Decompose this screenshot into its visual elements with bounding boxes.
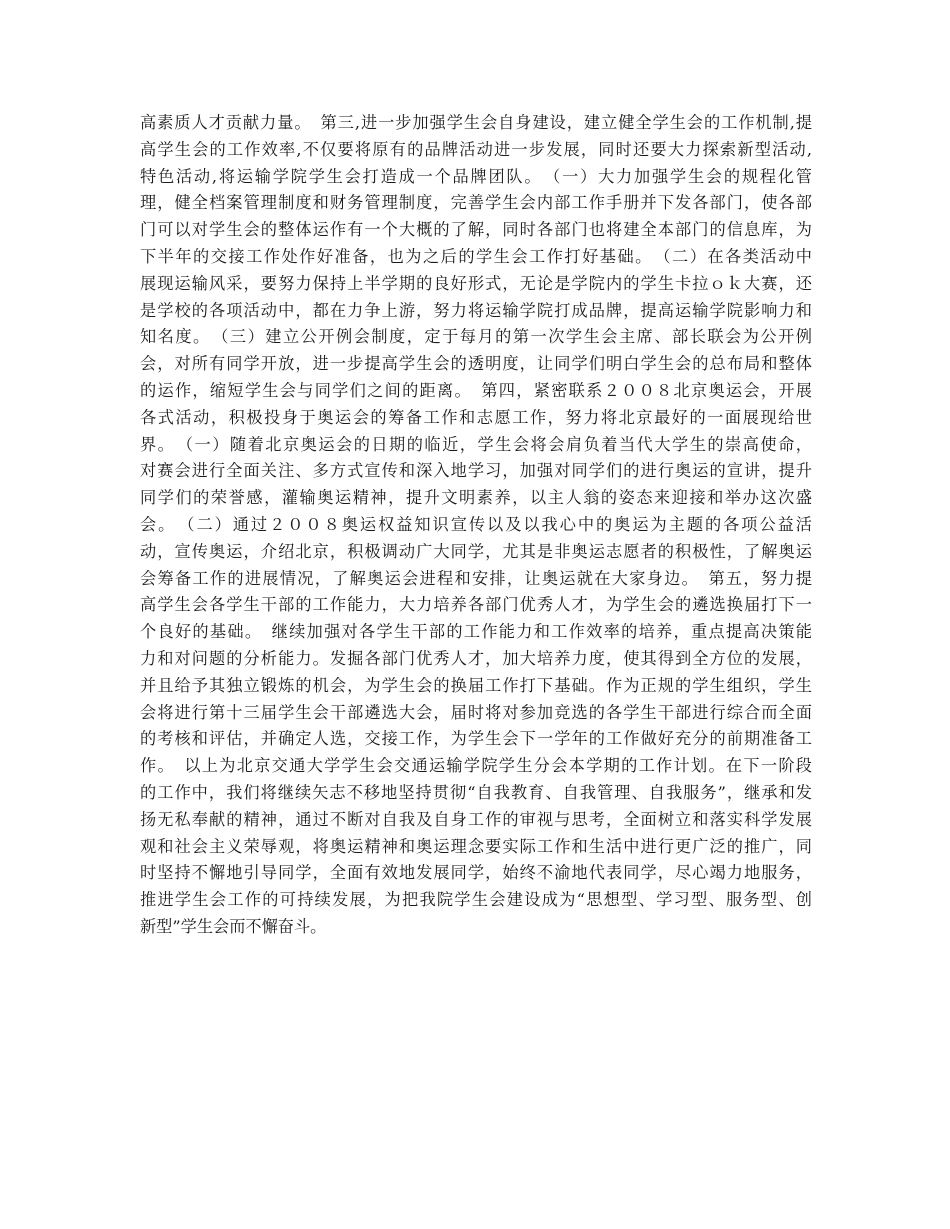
text-line: 会将进行第十三届学生会干部遴选大会，届时将对参加竞选的各学生干部进行综合而全面 bbox=[140, 702, 812, 722]
text-line: 扬无私奉献的精神，通过不断对自我及自身工作的审视与思考，全面树立和落实科学发展 bbox=[140, 809, 812, 829]
text-line: 并且给予其独立锻炼的机会，为学生会的换届工作打下基础。作为正规的学生组织，学生 bbox=[140, 675, 812, 695]
text-line: 高素质人才贡献力量。 第三,进一步加强学生会自身建设，建立健全学生会的工作机制,提 bbox=[140, 113, 812, 132]
text-line: 各式活动，积极投身于奥运会的筹备工作和志愿工作，努力将北京最好的一面展现给世 bbox=[140, 407, 812, 427]
text-line: 门可以对学生会的整体运作有一个大概的了解，同时各部门也将建全本部门的信息库，为 bbox=[140, 220, 812, 240]
text-line: 高学生会各学生干部的工作能力，大力培养各部门优秀人才，为学生会的遴选换届打下一 bbox=[140, 595, 812, 615]
text-line: 新型”学生会而不懈奋斗。 bbox=[140, 916, 327, 936]
text-line: 会筹备工作的进展情况，了解奥运会进程和安排，让奥运就在大家身边。 第五，努力提 bbox=[140, 568, 812, 588]
text-line: 的运作，缩短学生会与同学们之间的距离。 第四，紧密联系２００８北京奥运会，开展 bbox=[140, 380, 812, 400]
text-line: 个良好的基础。 继续加强对各学生干部的工作能力和工作效率的培养，重点提高决策能 bbox=[140, 622, 812, 642]
text-line: 动，宣传奥运，介绍北京，积极调动广大同学，尤其是非奥运志愿者的积极性，了解奥运 bbox=[140, 541, 812, 561]
text-line: 展现运输风采，要努力保持上半学期的良好形式，无论是学院内的学生卡拉ｏｋ大赛，还 bbox=[140, 273, 812, 293]
text-line: 下半年的交接工作处作好准备，也为之后的学生会工作打好基础。 （二）在各类活动中 bbox=[140, 246, 812, 266]
text-line: 知名度。 （三）建立公开例会制度，定于每月的第一次学生会主席、部长联会为公开例 bbox=[140, 327, 812, 347]
text-line: 会。 （二）通过２００８奥运权益知识宣传以及以我心中的奥运为主题的各项公益活 bbox=[140, 514, 812, 534]
text-line: 会，对所有同学开放，进一步提高学生会的透明度，让同学们明白学生会的总布局和整体 bbox=[140, 354, 812, 374]
text-line: 力和对问题的分析能力。发掘各部门优秀人才，加大培养力度，使其得到全方位的发展， bbox=[140, 648, 812, 668]
text-line: 的工作中，我们将继续矢志不移地坚持贯彻“自我教育、自我管理、自我服务”，继承和发 bbox=[140, 782, 812, 802]
text-line: 推进学生会工作的可持续发展，为把我院学生会建设成为“思想型、学习型、服务型、创 bbox=[140, 890, 812, 910]
text-line: 高学生会的工作效率,不仅要将原有的品牌活动进一步发展，同时还要大力探索新型活动, bbox=[140, 139, 812, 159]
text-line: 是学校的各项活动中，都在力争上游，努力将运输学院打成品牌，提高运输学院影响力和 bbox=[140, 300, 812, 320]
text-line: 对赛会进行全面关注、多方式宣传和深入地学习，加强对同学们的进行奥运的宣讲，提升 bbox=[140, 461, 812, 481]
text-line: 作。 以上为北京交通大学学生会交通运输学院学生分会本学期的工作计划。在下一阶段 bbox=[140, 756, 812, 776]
text-line: 特色活动,将运输学院学生会打造成一个品牌团队。 （一）大力加强学生会的规程化管 bbox=[140, 166, 812, 186]
text-line: 界。 （一）随着北京奥运会的日期的临近，学生会将会肩负着当代大学生的崇高使命， bbox=[140, 434, 812, 454]
text-line: 同学们的荣誉感，灌输奥运精神，提升文明素养，以主人翁的姿态来迎接和举办这次盛 bbox=[140, 488, 812, 508]
text-line: 观和社会主义荣辱观，将奥运精神和奥运理念要实际工作和生活中进行更广泛的推广，同 bbox=[140, 836, 812, 856]
body-text bbox=[140, 110, 812, 941]
text-line: 理，健全档案管理制度和财务管理制度，完善学生会内部工作手册并下发各部门，使各部 bbox=[140, 193, 812, 213]
text-line: 的考核和评估，并确定人选，交接工作，为学生会下一学年的工作做好充分的前期准备工 bbox=[140, 729, 812, 749]
text-line: 时坚持不懈地引导同学，全面有效地发展同学，始终不渝地代表同学，尽心竭力地服务， bbox=[140, 863, 812, 883]
